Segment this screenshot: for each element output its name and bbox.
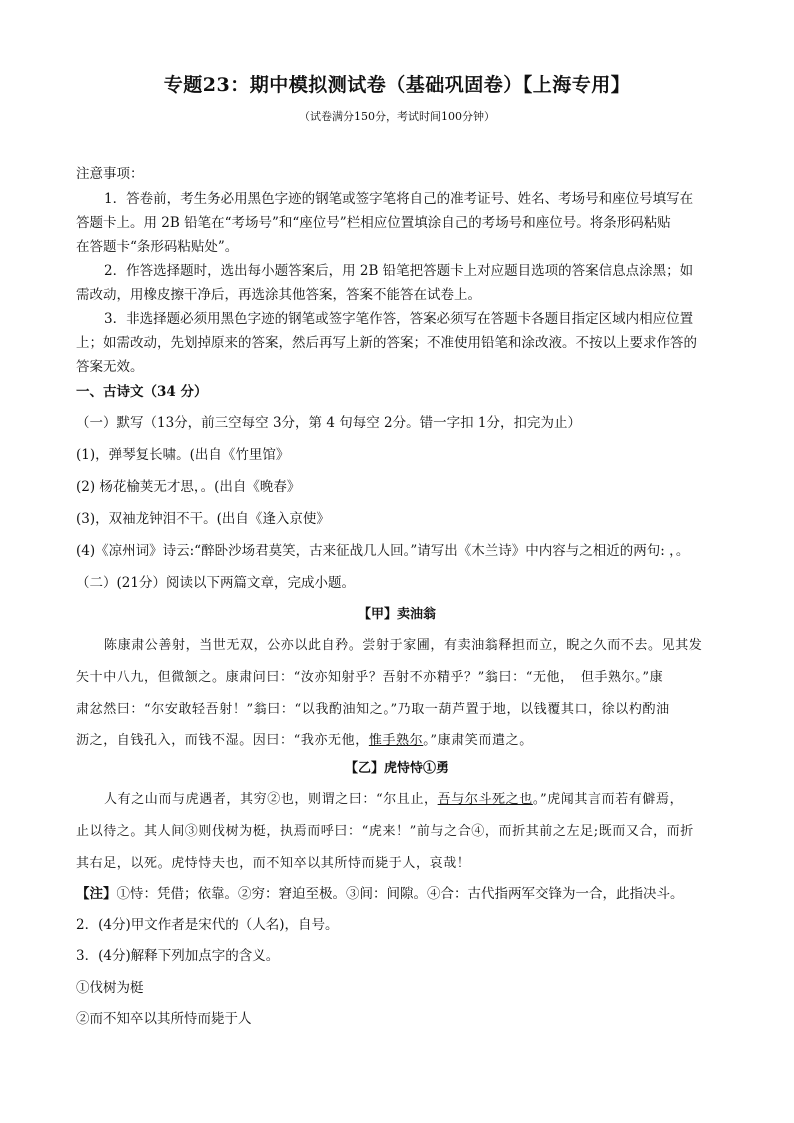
passage-b-line-1 [104, 788, 683, 807]
question-2: 2．(4分)甲文作者是宋代的（人名)，自号。 [76, 917, 339, 933]
notice-item-3-line-1: 3．非选择题必须用黑色字迹的钢笔或签字笔作答，答案必须写在答题卡各题目指定区域内相应位置 [104, 311, 694, 327]
footnote-label: 【注】 [76, 886, 117, 902]
page-title: 专题23：期中模拟测试卷（基础巩固卷）【上海专用】 [163, 74, 631, 96]
passage-b-title: 【乙】虎恃恃①勇 [344, 761, 449, 776]
passage-a-line-4 [76, 729, 533, 748]
passage-b-line-1-end: 。”虎闻其言而若有僻焉， [532, 792, 684, 807]
notice-item-3-line-3: 答案无效。 [76, 359, 144, 375]
footnote-text: ①恃：凭借；依靠。②穷：窘迫至极。③间：间隙。④合：古代指两军交锋为一合，此指决斗。 [116, 886, 684, 902]
passage-b-line-3: 其右足，以死。虎恃恃夫也，而不知卒以其所恃而毙于人，哀哉！ [76, 856, 471, 871]
footnote [76, 882, 684, 902]
question-3: 3．(4分)解释下列加点字的含义。 [76, 948, 280, 964]
passage-b-line-1-start: 人有之山而与虎遇者，其穷②也，则谓之曰：“尔且止， [104, 792, 438, 807]
passage-a-line-2: 矢十中八九，但微颔之。康肃问曰：“汝亦知射乎？吾射不亦精乎？”翁曰：“无他， 但手熟尔。”康 [76, 670, 664, 685]
question-1-4: (4)《凉州词》诗云:“醉卧沙场君莫笑，古来征战几人回。”请写出《木兰诗》中内容与之相近的两句: ，。 [76, 543, 690, 559]
passage-a-line-4-text: 沥之，自钱孔入，而钱不湿。因曰：“我亦无他， [76, 733, 369, 748]
notice-item-1-line-2: 答题卡上。用 2B 铅笔在“考场号”和“座位号”栏相应位置填涂自己的考场号和座位号。将条形码粘贴 [76, 215, 671, 231]
notice-heading: 注意事项： [76, 166, 144, 182]
passage-a-title: 【甲】卖油翁 [357, 607, 436, 622]
passage-b-line-2: 止以待之。其人间③则伐树为梃，执焉而呼曰：“虎来！”前与之合④，而折其前之左足;既而又合，而折 [76, 824, 694, 839]
page-subtitle: （试卷满分150分，考试时间100分钟） [299, 110, 495, 123]
notice-item-2-line-2: 需改动，用橡皮擦干净后，再选涂其他答案，答案不能答在试卷上。 [76, 287, 481, 303]
section-1-heading: 一、古诗文（34 分） [76, 384, 208, 400]
passage-a-line-1: 陈康肃公善射，当世无双，公亦以此自矜。尝射于家圃，有卖油翁释担而立，睨之久而不去。见其发 [104, 638, 703, 653]
question-3-item-1: ①伐树为梃 [76, 980, 144, 996]
question-1-2: (2) 杨花榆荚无才思，。(出自《晚春》 [76, 479, 301, 495]
notice-item-3-line-2: 上；如需改动，先划掉原来的答案，然后再写上新的答案；不准使用铅笔和涂改液。不按以上要求作答的 [76, 335, 697, 351]
passage-b-underlined-phrase: 吾与尔斗死之也 [437, 792, 533, 807]
passage-a-line-3: 肃忿然曰：“尔安敢轻吾射！”翁曰：“以我酌油知之。”乃取一葫芦置于地，以钱覆其口，徐以杓酌油 [76, 702, 670, 717]
passage-a-line-4-tail: 。”康肃笑而遣之。 [423, 733, 533, 748]
notice-item-1-line-3: 在答题卡“条形码粘贴处”。 [76, 239, 239, 255]
passage-a-underlined-phrase: 惟手熟尔 [368, 733, 424, 748]
part-2-instruction: （二）(21分）阅读以下两篇文章，完成小题。 [76, 575, 355, 591]
part-1-instruction: （一）默写（13分，前三空每空 3分，第 4 句每空 2分。错一字扣 1分，扣完为止） [76, 415, 581, 431]
notice-item-1-line-1: 1．答卷前，考生务必用黑色字迹的钢笔或签字笔将自己的准考证号、姓名、考场号和座位号填写在 [104, 191, 694, 207]
question-3-item-2: ②而不知卒以其所恃而毙于人 [76, 1011, 252, 1027]
notice-item-2-line-1: 2．作答选择题时，选出每小题答案后，用 2B 铅笔把答题卡上对应题目选项的答案信息点涂黑；如 [104, 263, 694, 279]
question-1-3: (3)，双袖龙钟泪不干。(出自《逢入京使》 [76, 511, 330, 527]
question-1-1: (1)，弹琴复长啸。(出自《竹里馆》 [76, 447, 290, 463]
